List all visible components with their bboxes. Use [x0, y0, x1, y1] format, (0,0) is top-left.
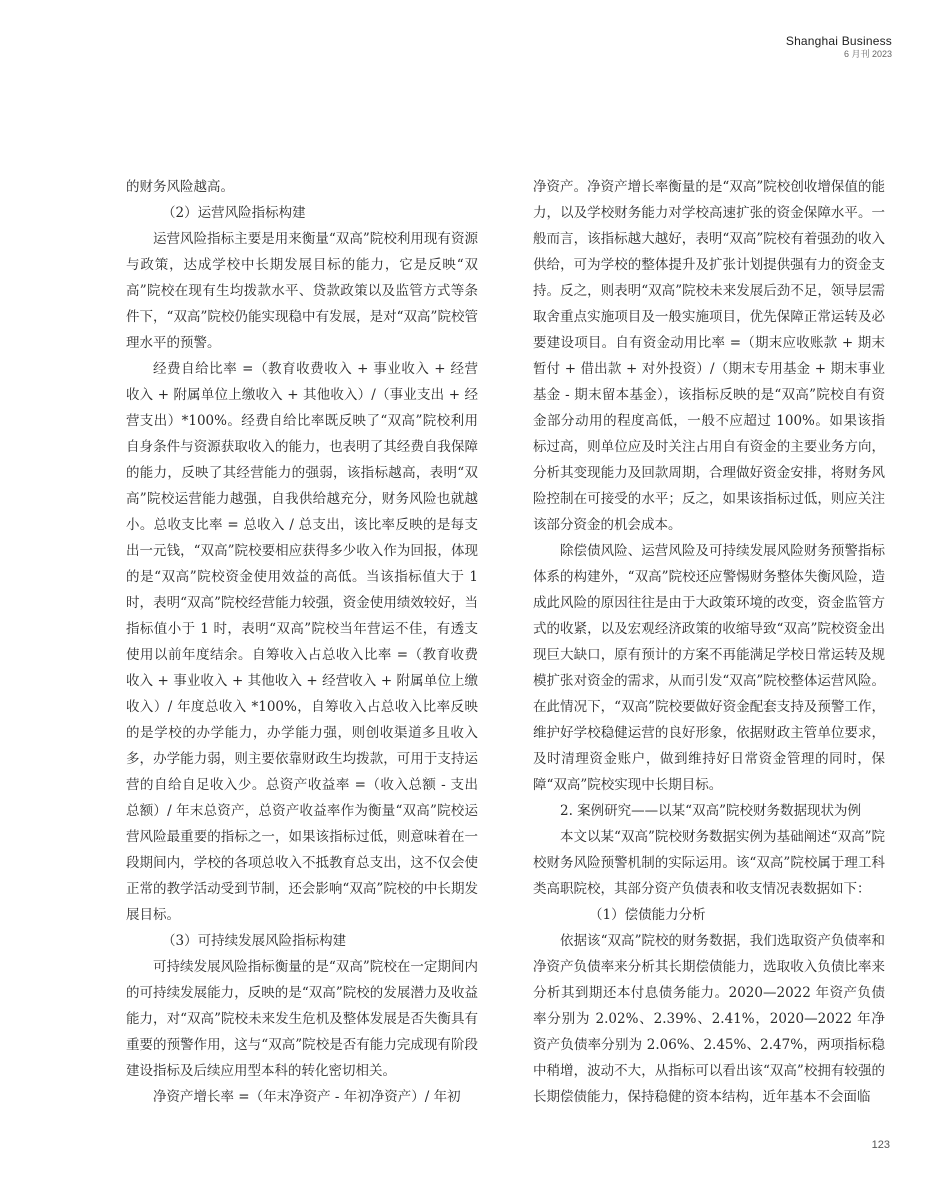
- paragraph: 的财务风险越高。: [126, 179, 234, 195]
- paragraph: 经费自给比率 =（教育收费收入 + 事业收入 + 经营收入 + 附属单位上缴收入 + 其他收入）/（事业支出 + 经营支出）*100%。经费自给比率既反映了“双高”院校利用自身条件与资源获取收入的能力，也表明了其经费自我保障的能力，反映了其经营能力的强弱，该指标越高，表明“双高”院校运营能力越强，自我供给越充分，财务风险也就越小。总收支比率 = 总收入 / 总支出，该比率反映的是每支出一元钱，“双高”院校要相应获得多少收入作为回报，体现的是“双高”院校资金使用效益的高低。当该指标值大于 1 时，表明“双高”院校经营能力较强，资金使用绩效较好，当指标值小于 1 时，表明“双高”院校当年营运不佳，有透支使用以前年度结余。自筹收入占总收入比率 =（教育收费收入 + 事业收入 + 其他收入 + 经营收入 + 附属单位上缴收入）/ 年度总收入 *100%，自筹收入占总收入比率反映的是学校的办学能力，办学能力强，则创收渠道多且收入多，办学能力弱，则主要依靠财政生均拨款，可用于支持运营的自给自足收入少。总资产收益率 =（收入总额 - 支出总额）/ 年末总资产，总资产收益率作为衡量“双高”院校运营风险最重要的指标之一，如果该指标过低，则意味着在一段期间内，学校的各项总收入不抵教育总支出，这不仅会使正常的教学活动受到节制，还会影响“双高”院校的中长期发展目标。: [126, 361, 478, 923]
- section-heading-solvency: （1）偿债能力分析: [589, 907, 706, 923]
- paragraph: 净资产。净资产增长率衡量的是“双高”院校创收增保值的能力，以及学校财务能力对学校高速扩张的资金保障水平。一般而言，该指标越大越好，表明“双高”院校有着强劲的收入供给，可为学校的整体提升及扩张计划提供强有力的资金支持。反之，则表明“双高”院校未来发展后劲不足，领导层需取舍重点实施项目及一般实施项目，优先保障正常运转及必要建设项目。自有资金动用比率 =（期末应收账款 + 期末暂付 + 借出款 + 对外投资）/（期末专用基金 + 期末事业基金 - 期末留本基金），该指标反映的是“双高”院校自有资金部分动用的程度高低，一般不应超过 100%。如果该指标过高，则单位应及时关注占用自有资金的主要业务方向，分析其变现能力及回款周期，合理做好资金安排，将财务风险控制在可接受的水平；反之，如果该指标过低，则应关注该部分资金的机会成本。: [533, 179, 885, 533]
- paragraph: 运营风险指标主要是用来衡量“双高”院校利用现有资源与政策，达成学校中长期发展目标的能力，它是反映“双高”院校在现有生均拨款水平、贷款政策以及监管方式等条件下，“双高”院校仍能实现稳中有发展，是对“双高”院校管理水平的预警。: [126, 231, 478, 351]
- left-column: [126, 174, 478, 1110]
- right-column: [533, 174, 885, 1110]
- journal-name: Shanghai Business: [785, 34, 892, 48]
- paragraph: 净资产增长率 =（年末净资产 - 年初净资产）/ 年初: [153, 1089, 461, 1105]
- issue-date: 6 月刊 2023: [843, 49, 892, 59]
- section-heading-sustainable-risk: （3）可持续发展风险指标构建: [162, 933, 347, 949]
- running-header: [786, 34, 892, 60]
- paragraph: 可持续发展风险指标衡量的是“双高”院校在一定期间内的可持续发展能力，反映的是“双高”院校的发展潜力及收益能力，对“双高”院校未来发生危机及整体发展是否失衡具有重要的预警作用，这与“双高”院校是否有能力完成现有阶段建设指标及后续应用型本科的转化密切相关。: [126, 959, 478, 1079]
- paragraph: 除偿债风险、运营风险及可持续发展风险财务预警指标体系的构建外，“双高”院校还应警惕财务整体失衡风险，造成此风险的原因往往是由于大政策环境的改变，资金监管方式的收紧，以及宏观经济政策的收缩导致“双高”院校资金出现巨大缺口，原有预计的方案不再能满足学校日常运转及规模扩张对资金的需求，从而引发“双高”院校整体运营风险。在此情况下，“双高”院校要做好资金配套支持及预警工作，维护好学校稳健运营的良好形象，依据财政主管单位要求，及时清理资金账户，做到维持好日常资金管理的同时，保障“双高”院校实现中长期目标。: [533, 543, 885, 793]
- paragraph: 依据该“双高”院校的财务数据，我们选取资产负债率和净资产负债率来分析其长期偿债能力，选取收入负债比率来分析其到期还本付息债务能力。2020—2022 年资产负债率分别为 2.02%、2.39%、2.41%，2020—2022 年净资产负债率分别为 2.06%、2.45%、2.47%，两项指标稳中稍增，波动不大，从指标可以看出该“双高”校拥有较强的长期偿债能力，保持稳健的资本结构，近年基本不会面临: [533, 933, 885, 1105]
- page-number: 123: [871, 1139, 890, 1151]
- paragraph: 本文以某“双高”院校财务数据实例为基础阐述“双高”院校财务风险预警机制的实际运用。该“双高”院校属于理工科类高职院校，其部分资产负债表和收支情况表数据如下：: [533, 829, 885, 897]
- section-heading-case-study: 2. 案例研究——以某“双高”院校财务数据现状为例: [560, 803, 861, 819]
- section-heading-operating-risk: （2）运营风险指标构建: [162, 205, 306, 221]
